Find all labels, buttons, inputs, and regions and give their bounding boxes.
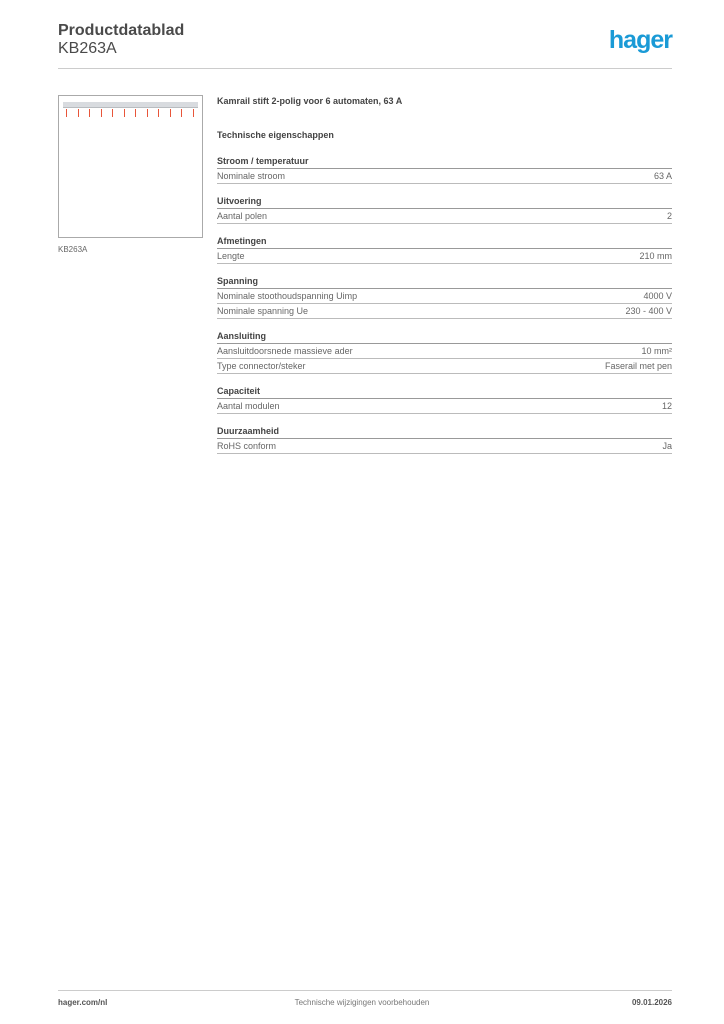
spec-section-heading: Aansluiting bbox=[217, 329, 672, 344]
product-image bbox=[58, 95, 203, 238]
spec-value: 2 bbox=[666, 211, 672, 221]
spec-section-heading: Stroom / temperatuur bbox=[217, 154, 672, 169]
product-code: KB263A bbox=[58, 40, 117, 57]
busbar-pin bbox=[147, 109, 148, 117]
busbar-pin bbox=[101, 109, 102, 117]
footer-website[interactable]: hager.com/nl bbox=[58, 998, 108, 1007]
busbar-pin bbox=[135, 109, 136, 117]
spec-section bbox=[217, 154, 672, 184]
spec-row bbox=[217, 359, 672, 374]
spec-label: Nominale stroom bbox=[217, 171, 286, 181]
spec-row bbox=[217, 209, 672, 224]
spec-section-heading: Spanning bbox=[217, 274, 672, 289]
busbar-pin bbox=[78, 109, 79, 117]
busbar-pin bbox=[193, 109, 194, 117]
spec-row bbox=[217, 304, 672, 319]
product-title: Kamrail stift 2-polig voor 6 automaten, 63 A bbox=[217, 96, 403, 106]
spec-row bbox=[217, 439, 672, 454]
spec-value: 12 bbox=[661, 401, 672, 411]
page-title: Productdatablad bbox=[58, 22, 185, 39]
spec-section bbox=[217, 424, 672, 454]
hager-logo: hager bbox=[608, 26, 672, 54]
spec-label: Nominale stoothoudspanning Uimp bbox=[217, 291, 358, 301]
spec-row bbox=[217, 399, 672, 414]
spec-section bbox=[217, 384, 672, 414]
spec-section-heading: Capaciteit bbox=[217, 384, 672, 399]
busbar-rail bbox=[63, 102, 198, 108]
section-title: Technische eigenschappen bbox=[217, 130, 334, 140]
busbar-pin bbox=[112, 109, 113, 117]
spec-label: Aantal polen bbox=[217, 211, 268, 221]
busbar-pin bbox=[170, 109, 171, 117]
busbar-pin bbox=[158, 109, 159, 117]
spec-value: 4000 V bbox=[643, 291, 672, 301]
spec-value: Ja bbox=[662, 441, 672, 451]
spec-section bbox=[217, 329, 672, 374]
spec-value: 230 - 400 V bbox=[625, 306, 672, 316]
spec-value: Faserail met pen bbox=[604, 361, 672, 371]
busbar-pin bbox=[124, 109, 125, 117]
spec-row bbox=[217, 289, 672, 304]
busbar-pin bbox=[89, 109, 90, 117]
spec-value: 10 mm² bbox=[641, 346, 672, 356]
spec-label: Nominale spanning Ue bbox=[217, 306, 309, 316]
spec-section-heading: Duurzaamheid bbox=[217, 424, 672, 439]
footer-date: 09.01.2026 bbox=[631, 998, 672, 1007]
image-caption: KB263A bbox=[58, 245, 88, 254]
busbar-pin bbox=[181, 109, 182, 117]
spec-label: Lengte bbox=[217, 251, 245, 261]
spec-label: Type connector/steker bbox=[217, 361, 306, 371]
busbar-pin bbox=[66, 109, 67, 117]
spec-label: Aantal modulen bbox=[217, 401, 280, 411]
spec-section-heading: Uitvoering bbox=[217, 194, 672, 209]
spec-row bbox=[217, 249, 672, 264]
spec-row bbox=[217, 169, 672, 184]
spec-column bbox=[217, 96, 672, 454]
spec-value: 63 A bbox=[653, 171, 672, 181]
spec-value: 210 mm bbox=[639, 251, 672, 261]
footer-note: Technische wijzigingen voorbehouden bbox=[294, 998, 430, 1007]
spec-section-heading: Afmetingen bbox=[217, 234, 672, 249]
spec-row bbox=[217, 344, 672, 359]
spec-label: RoHS conform bbox=[217, 441, 277, 451]
spec-section bbox=[217, 274, 672, 319]
spec-label: Aansluitdoorsnede massieve ader bbox=[217, 346, 353, 356]
header-divider bbox=[58, 68, 672, 69]
footer-divider bbox=[58, 990, 672, 991]
spec-section bbox=[217, 234, 672, 264]
spec-section bbox=[217, 194, 672, 224]
